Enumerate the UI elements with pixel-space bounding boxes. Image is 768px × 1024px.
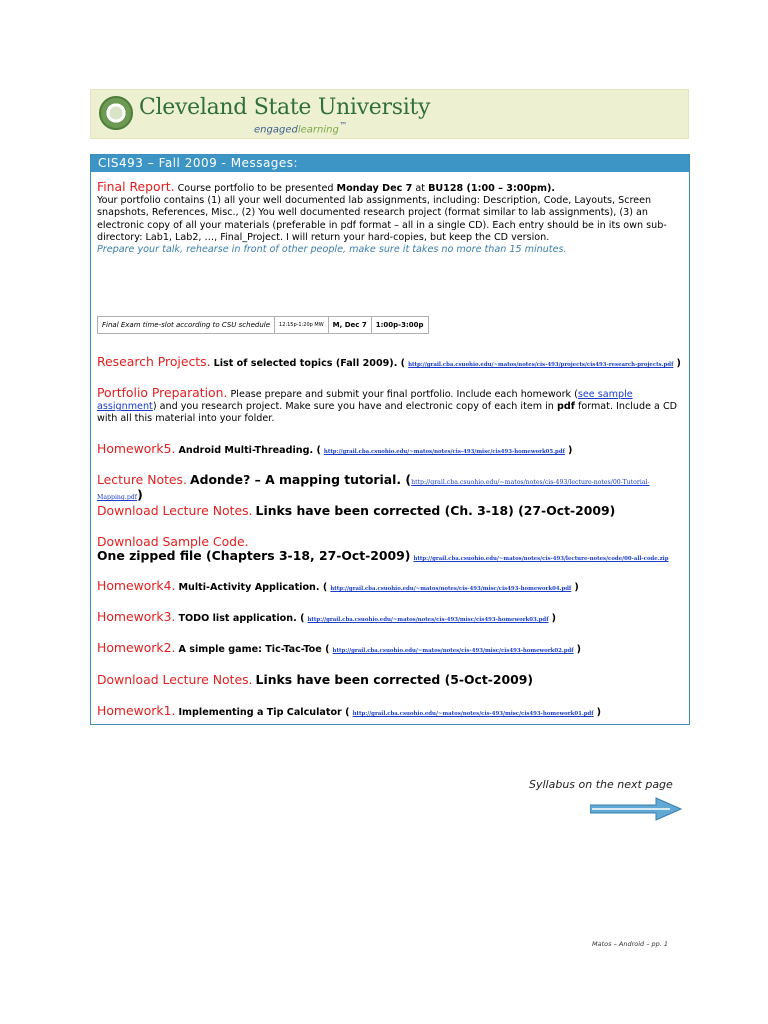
page-number: Matos – Android – pp. 1 [592, 940, 669, 948]
lecture-notes-mapping-item: Lecture Notes. Adonde? – A mapping tutorial. (http://grail.cba.csuohio.edu/~matos/notes/cis-493/lecture-notes/00-Tutorial-Mapping.pdf) [97, 472, 650, 503]
final-report-heading: Final Report. [97, 179, 175, 194]
exam-schedule-table [97, 316, 429, 334]
download-sample-code-item: Download Sample Code. One zipped file (Chapters 3-18, 27-Oct-2009) http://grail.cba.csuohio.edu/~matos/notes/cis-493/lecture-notes/code/00-all-code.zip [97, 534, 669, 564]
final-report-note: Prepare your talk, rehearse in front of other people, make sure it takes no more than 15 minutes. [97, 244, 567, 256]
final-report-section: Final Report. Course portfolio to be presented Monday Dec 7 at BU128 (1:00 – 3:00pm). Your portfolio contains (1) all your well documented lab assignments, including: Description, Code, Layouts, Screen snapshots, References, Misc., (2) You well documented research project (format similar to lab assignments), (3) an electronic copy of all your materials (preferable in pdf format – all in a single CD). Each entry should be in its own sub-directory: Lab1, Lab2, …, Final_Project. I will return your hard-copies, but keep the CD version. Prepare your talk, rehearse in front of other people, make sure it takes no more than 15 minutes. [97, 179, 667, 256]
homework5-item: Homework5. Android Multi-Threading. ( http://grail.cba.csuohio.edu/~matos/notes/cis-493/misc/cis493-homework05.pdf ) [97, 441, 573, 456]
homework2-link[interactable]: http://grail.cba.csuohio.edu/~matos/notes/cis-493/misc/cis493-homework02.pdf [332, 648, 574, 654]
sample-assignment-link[interactable]: see sample assignment [97, 389, 633, 413]
homework3-link[interactable]: http://grail.cba.csuohio.edu/~matos/notes/cis-493/misc/cis493-homework03.pdf [307, 617, 549, 623]
portfolio-preparation-item: Portfolio Preparation. Please prepare and submit your final portfolio. Include each homework (see sample assignment) and you research project. Make sure you have and electronic copy of each item in pdf format. Include a CD with all this material into your folder. [97, 385, 678, 425]
university-banner [90, 89, 689, 139]
research-projects-item: Research Projects. List of selected topics (Fall 2009). ( http://grail.cba.csuohio.edu/~matos/notes/cis-493/projects/cis493-research-projects.pdf ) [97, 354, 681, 369]
final-report-body: Your portfolio contains (1) all your well documented lab assignments, including: Description, Code, Layouts, Screen snapshots, References, Misc., (2) You well documented research project (format similar to lab assignments), (3) an electronic copy of all your materials (preferable in pdf format – all in a single CD). Each entry should be in its own sub-directory: Lab1, Lab2, …, Final_Project. I will return your hard-copies, but keep the CD version. [97, 195, 667, 243]
homework3-item: Homework3. TODO list application. ( http://grail.cba.csuohio.edu/~matos/notes/cis-493/misc/cis493-homework03.pdf ) [97, 609, 556, 624]
homework2-item: Homework2. A simple game: Tic-Tac-Toe ( http://grail.cba.csuohio.edu/~matos/notes/cis-493/misc/cis493-homework02.pdf ) [97, 640, 582, 655]
right-arrow-icon[interactable] [590, 797, 682, 821]
exam-regular-time: 12:15p-1:20p MW [275, 317, 329, 333]
mapping-tutorial-link[interactable]: http://grail.cba.csuohio.edu/~matos/notes/cis-493/lecture-notes/00-Tutorial-Mapping.pdf [97, 479, 650, 502]
university-tagline: engagedlearning™ [254, 120, 348, 136]
exam-day: M, Dec 7 [329, 317, 372, 333]
research-projects-link[interactable]: http://grail.cba.csuohio.edu/~matos/notes/cis-493/projects/cis493-research-projects.pdf [408, 362, 674, 368]
homework1-item: Homework1. Implementing a Tip Calculator ( http://grail.cba.csuohio.edu/~matos/notes/cis-493/misc/cis493-homework01.pdf ) [97, 703, 602, 718]
homework4-item: Homework4. Multi-Activity Application. ( http://grail.cba.csuohio.edu/~matos/notes/cis-493/misc/cis493-homework04.pdf ) [97, 578, 579, 593]
syllabus-next-page-note: Syllabus on the next page [529, 778, 673, 791]
exam-time: 1:00p-3:00p [375, 320, 424, 329]
homework1-link[interactable]: http://grail.cba.csuohio.edu/~matos/notes/cis-493/misc/cis493-homework01.pdf [352, 711, 594, 717]
exam-label: Final Exam time-slot according to CSU schedule [98, 317, 275, 333]
download-lecture-notes-item-1: Download Lecture Notes. Links have been corrected (Ch. 3-18) (27-Oct-2009) [97, 503, 616, 518]
messages-title: CIS493 – Fall 2009 - Messages: [91, 155, 689, 172]
homework4-link[interactable]: http://grail.cba.csuohio.edu/~matos/notes/cis-493/misc/cis493-homework04.pdf [330, 586, 572, 592]
homework5-link[interactable]: http://grail.cba.csuohio.edu/~matos/notes/cis-493/misc/cis493-homework05.pdf [323, 449, 565, 455]
download-lecture-notes-item-2: Download Lecture Notes. Links have been corrected (5-Oct-2009) [97, 672, 534, 687]
university-name: Cleveland State University [139, 95, 431, 120]
university-seal-icon [99, 96, 133, 130]
messages-panel [90, 154, 690, 725]
sample-code-link[interactable]: http://grail.cba.csuohio.edu/~matos/notes/cis-493/lecture-notes/code/00-all-code.zip [413, 556, 669, 563]
